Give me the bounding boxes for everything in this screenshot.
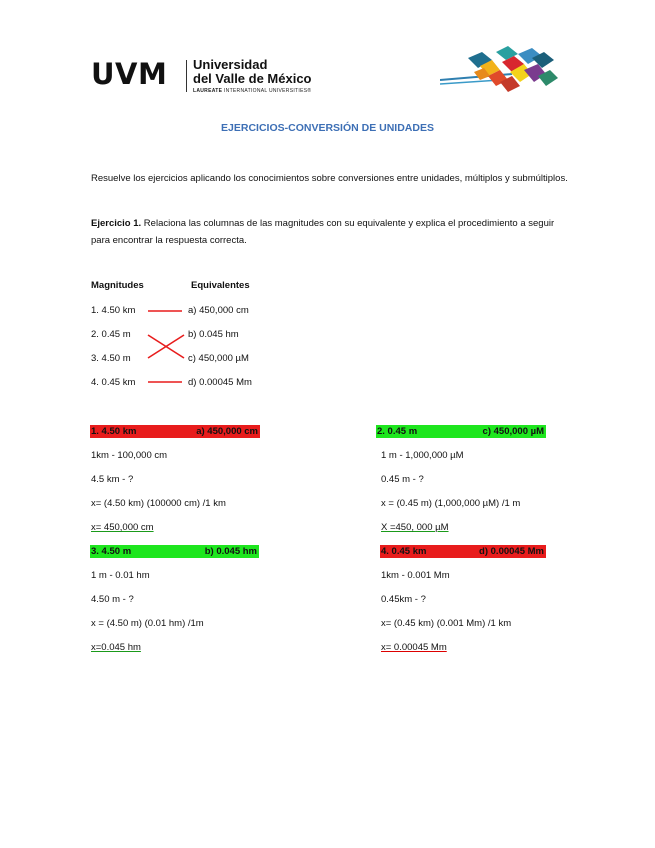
block-2-line: 0.45 m - ?	[381, 474, 424, 485]
block-2-line: 1 m - 1,000,000 µM	[381, 450, 464, 461]
laureate-tagline	[193, 88, 311, 94]
equivalente-item: a) 450,000 cm	[188, 305, 249, 316]
page-title: EJERCICIOS-CONVERSIÓN DE UNIDADES	[221, 122, 434, 134]
uvm-logo-text: UVM	[91, 57, 168, 91]
block-4-line: 1km - 0.001 Mm	[381, 570, 450, 581]
block-4-left: 4. 0.45 km	[381, 546, 427, 557]
exercise-label: Ejercicio 1.	[91, 218, 142, 229]
block-4-line: 0.45km - ?	[381, 594, 426, 605]
magnitude-item: 2. 0.45 m	[91, 329, 131, 340]
matching-lines	[140, 300, 190, 390]
block-3-line: 4.50 m - ?	[91, 594, 134, 605]
university-name-line1: Universidad	[193, 57, 268, 72]
block-1-line: 4.5 km - ?	[91, 474, 134, 485]
equivalente-item: d) 0.00045 Mm	[188, 377, 252, 388]
block-3-header	[90, 545, 259, 558]
logo-divider	[186, 60, 187, 92]
magnitude-item: 3. 4.50 m	[91, 353, 131, 364]
block-3-line: x = (4.50 m) (0.01 hm) /1m	[91, 618, 204, 629]
block-1-line: 1km - 100,000 cm	[91, 450, 168, 461]
laureate-bold: LAUREATE	[193, 88, 223, 94]
university-name-line2: del Valle de México	[193, 71, 312, 86]
magnitude-item: 4. 0.45 km	[91, 377, 136, 388]
block-3-line: 1 m - 0.01 hm	[91, 570, 150, 581]
block-4-result: x= 0.00045 Mm	[381, 642, 447, 653]
block-1-result: x= 450,000 cm	[91, 522, 154, 533]
exercise-paragraph	[91, 215, 571, 249]
cubes-decoration-icon	[440, 44, 560, 94]
block-2-line: x = (0.45 m) (1,000,000 µM) /1 m	[381, 498, 521, 509]
equivalente-item: b) 0.045 hm	[188, 329, 239, 340]
block-4-line: x= (0.45 km) (0.001 Mm) /1 km	[381, 618, 512, 629]
block-2-result: X =450, 000 µM	[381, 522, 449, 533]
block-2-left: 2. 0.45 m	[377, 426, 418, 437]
block-1-header	[90, 425, 260, 438]
block-3-right: b) 0.045 hm	[204, 546, 257, 557]
block-4-right: d) 0.00045 Mm	[479, 546, 544, 557]
block-1-right: a) 450,000 cm	[196, 426, 258, 437]
block-1-line: x= (4.50 km) (100000 cm) /1 km	[91, 498, 226, 509]
block-3-left: 3. 4.50 m	[91, 546, 132, 557]
exercise-text: Relaciona las columnas de las magnitudes con su equivalente y explica el procedimiento a seguir para encontrar la respuesta correcta.	[91, 218, 555, 246]
intro-paragraph: Resuelve los ejercicios aplicando los conocimientos sobre conversiones entre unidades, múltiplos y submúltiplos.	[91, 173, 568, 184]
block-2-right: c) 450,000 µM	[482, 426, 544, 437]
block-2-header	[376, 425, 546, 438]
block-1-left: 1. 4.50 km	[91, 426, 137, 437]
magnitudes-header: Magnitudes	[91, 280, 144, 291]
laureate-rest: INTERNATIONAL UNIVERSITIES®	[223, 88, 312, 94]
equivalente-item: c) 450,000 µM	[188, 353, 249, 364]
block-3-result: x=0.045 hm	[91, 642, 141, 653]
block-4-header	[380, 545, 546, 558]
magnitude-item: 1. 4.50 km	[91, 305, 136, 316]
equivalentes-header: Equivalentes	[191, 280, 250, 291]
